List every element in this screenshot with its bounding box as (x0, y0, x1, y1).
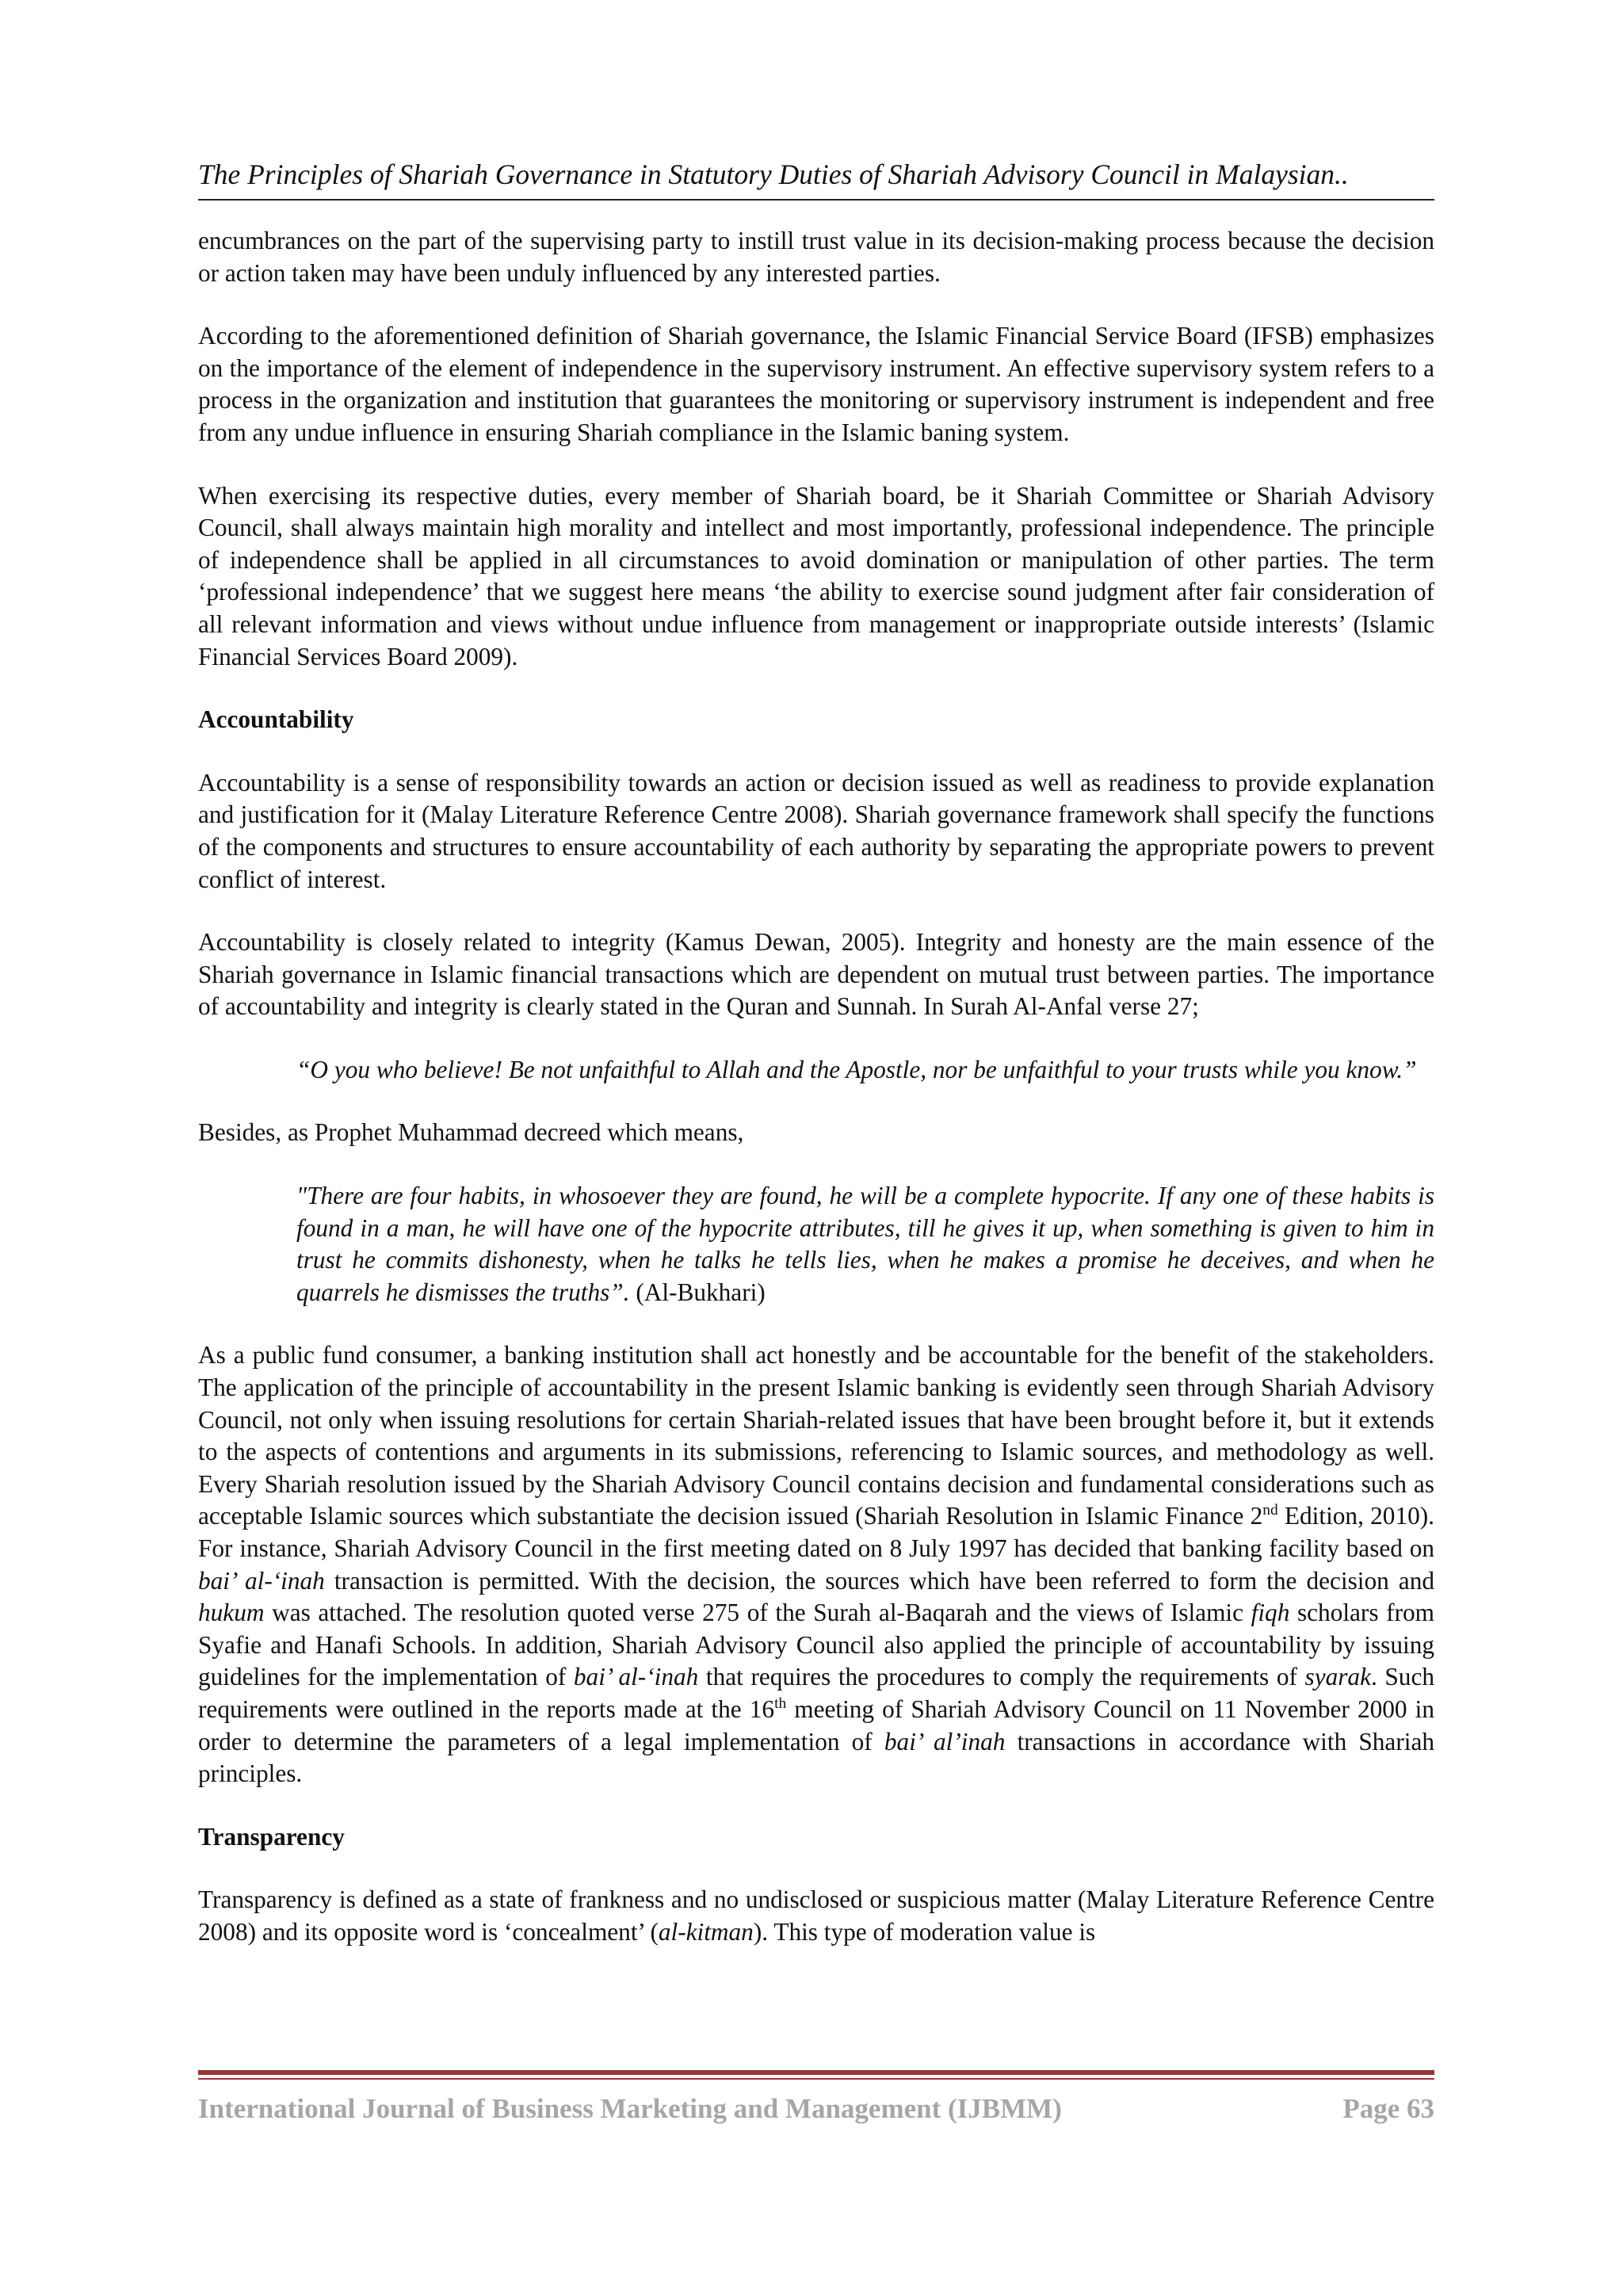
hadith-quote-text: "There are four habits, in whosoever they are found, he will be a complete hypocrite. If any one of these habits is found in a man, he will have one of the hypocrite attributes, till he gives it up, when something is given to him in trust he commits dishonesty, when he talks he tells lies, when he makes a promise he deceives, and when he quarrels he dismisses the truths”. (296, 1182, 1434, 1306)
superscript: nd (1262, 1502, 1278, 1519)
italic-term: syarak (1304, 1663, 1371, 1691)
footer-journal-name: International Journal of Business Marketing and Management (IJBMM) (198, 2093, 1062, 2124)
italic-term: fiqh (1251, 1599, 1290, 1627)
footer-rule-thin (198, 2078, 1434, 2080)
paragraph: Accountability is closely related to integrity (Kamus Dewan, 2005). Integrity and honesty are the main essence of the Shariah governance in Islamic financial transactions which are dependent on mutual trust between parties. The importance of accountability and integrity is clearly stated in the Quran and Sunnah. In Surah Al-Anfal verse 27; (198, 928, 1434, 1021)
paragraph: Besides, as Prophet Muhammad decreed which means, (198, 1118, 744, 1147)
italic-term: bai’ al-‘inah (198, 1566, 325, 1595)
paragraph: When exercising its respective duties, every member of Shariah board, be it Shariah Committee or Shariah Advisory Council, shall always maintain high morality and intellect and most importantly, professional independence. The principle of independence shall be applied in all circumstances to avoid domination or manipulation of other parties. The term ‘professional independence’ that we suggest here means ‘the ability to exercise sound judgment after fair consideration of all relevant information and views without undue influence from management or inappropriate outside interests’ (Islamic Financial Services Board 2009). (198, 481, 1434, 670)
italic-term: bai’ al-‘inah (573, 1663, 699, 1691)
italic-term: hukum (198, 1599, 265, 1627)
header-rule (198, 199, 1434, 201)
paragraph: Transparency is defined as a state of frankness and no undisclosed or suspicious matter (Malay Literature Reference Centre 2008) and its opposite word is ‘concealment’ (al-kitman). This type of moderation value is (198, 1885, 1434, 1946)
hadith-source: (Al-Bukhari) (629, 1278, 766, 1306)
paragraph: According to the aforementioned definition of Shariah governance, the Islamic Financial Service Board (IFSB) emphasizes on the importance of the element of independence in the supervisory instrument. An effective supervisory system refers to a process in the organization and institution that guarantees the monitoring or supervisory instrument is independent and free from any undue influence in ensuring Shariah compliance in the Islamic baning system. (198, 322, 1434, 446)
paragraph: Accountability is a sense of responsibility towards an action or decision issued as well as readiness to provide explanation and justification for it (Malay Literature Reference Centre 2008). Shariah governance framework shall specify the functions of the components and structures to ensure accountability of each authority by separating the appropriate powers to prevent conflict of interest. (198, 768, 1434, 893)
quran-quote: “O you who believe! Be not unfaithful to Allah and the Apostle, nor be unfaithful to your trusts while you know.” (296, 1055, 1417, 1083)
footer-page-number: Page 63 (1342, 2093, 1434, 2124)
italic-term: bai’ al’inah (884, 1727, 1006, 1755)
hadith-quote (296, 1180, 1434, 1308)
paragraph: As a public fund consumer, a banking institution shall act honestly and be accountable for the benefit of the stakeholders. The application of the principle of accountability in the present Islamic banking is evidently seen through Shariah Advisory Council, not only when issuing resolutions for certain Shariah-related issues that have been brought before it, but it extends to the aspects of contentions and arguments in its submissions, referencing to Islamic sources, and methodology as well. Every Shariah resolution issued by the Shariah Advisory Council contains decision and fundamental considerations such as acceptable Islamic sources which substantiate the decision issued (Shariah Resolution in Islamic Finance 2nd Edition, 2010). For instance, Shariah Advisory Council in the first meeting dated on 8 July 1997 has decided that banking facility based on bai’ al-‘inah transaction is permitted. With the decision, the sources which have been referred to form the decision and hukum was attached. The resolution quoted verse 275 of the Surah al-Baqarah and the views of Islamic fiqh scholars from Syafie and Hanafi Schools. In addition, Shariah Advisory Council also applied the principle of accountability by issuing guidelines for the implementation of bai’ al-‘inah that requires the procedures to comply the requirements of syarak. Such requirements were outlined in the reports made at the 16th meeting of Shariah Advisory Council on 11 November 2000 in order to determine the parameters of a legal implementation of bai’ al’inah transactions in accordance with Shariah principles. (198, 1341, 1435, 1788)
section-heading-transparency: Transparency (198, 1822, 345, 1851)
paragraph: encumbrances on the part of the supervising party to instill trust value in its decision-making process because the decision or action taken may have been unduly influenced by any interested parties. (198, 227, 1434, 287)
italic-term: al-kitman (658, 1917, 754, 1946)
article-body (198, 225, 1434, 1949)
superscript: th (774, 1694, 787, 1712)
footer-rule-thick (198, 2070, 1434, 2075)
section-heading-accountability: Accountability (198, 705, 354, 734)
running-header-title: The Principles of Shariah Governance in Statutory Duties of Shariah Advisory Council in Malaysian.. (198, 159, 1349, 190)
